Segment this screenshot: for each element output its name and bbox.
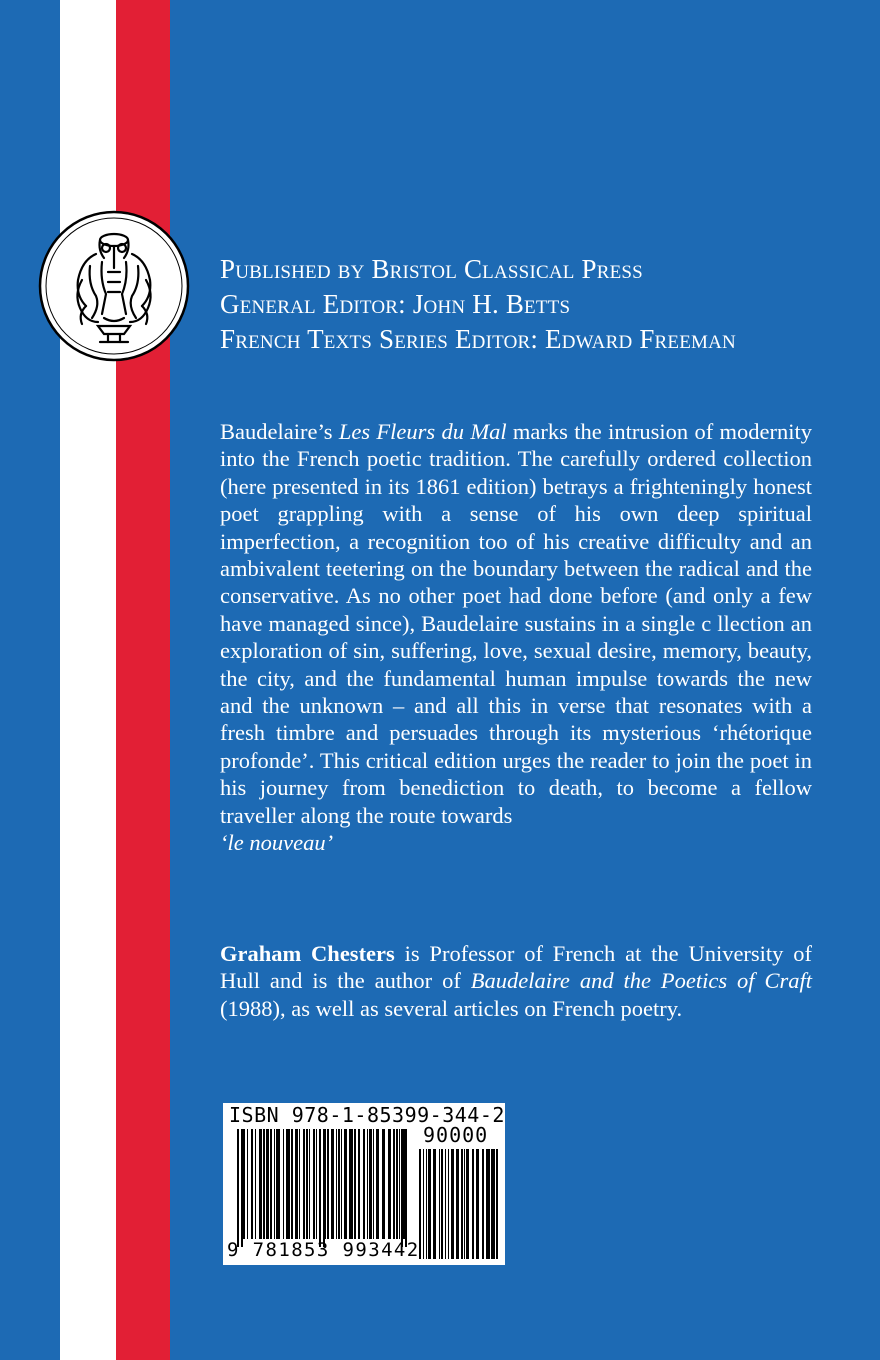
book-title: Les Fleurs du Mal bbox=[338, 419, 507, 444]
author-bio bbox=[220, 940, 812, 1022]
red-stripe bbox=[116, 0, 170, 1360]
blurb-body: marks the intrusion of modernity into the French poetic tradition. The carefully ordered collection (here presented in its 1861 edition) betrays a frighteningly honest poet grappling with a sense of his own deep spiritual imperfection, a recognition too of his creative difficulty and an ambivalent teetering on the boundary between the radical and the conservative. As no other poet had done before (and only a few have managed since), Baudelaire sustains in a single c llection an exploration of sin, suffering, love, sexual desire, memory, beauty, the city, and the fundamental human impulse towards the new and the unknown – and all this in verse that resonates with a fresh timbre and persuades through its mysterious ‘rhétorique profonde’. This critical edition urges the reader to join the poet in his journey from benediction to death, to become a fellow traveller along the route towards bbox=[220, 419, 813, 828]
author-book-title: Baudelaire and the Poetics of Craft bbox=[470, 968, 812, 994]
credits bbox=[220, 252, 860, 357]
isbn-number: ISBN 978-1-85399-344-2 bbox=[229, 1103, 505, 1127]
barcode bbox=[223, 1103, 505, 1265]
price-code: 90000 bbox=[423, 1123, 489, 1147]
bio-paragraph bbox=[220, 940, 812, 1022]
bio-text-2: (1988), as well as several articles on French poetry. bbox=[220, 995, 683, 1021]
ean-number: 9 781853 993442 bbox=[227, 1239, 420, 1261]
white-stripe bbox=[60, 0, 116, 1360]
blurb-paragraph bbox=[220, 418, 812, 857]
author-name: Graham Chesters bbox=[220, 941, 395, 966]
publisher-line: Published by Bristol Classical Press bbox=[220, 254, 643, 284]
bio-text-1: is Professor of French at the University of Hull and is the author of bbox=[220, 941, 812, 994]
series-editor-line: French Texts Series Editor: Edward Freeman bbox=[220, 324, 736, 354]
blurb bbox=[220, 418, 812, 857]
bristol-classical-press-emblem-icon bbox=[38, 210, 190, 362]
general-editor-line: General Editor: John H. Betts bbox=[220, 289, 571, 319]
blurb-intro: Baudelaire’s bbox=[220, 419, 339, 444]
blurb-ending: ‘le nouveau’ bbox=[220, 830, 334, 856]
